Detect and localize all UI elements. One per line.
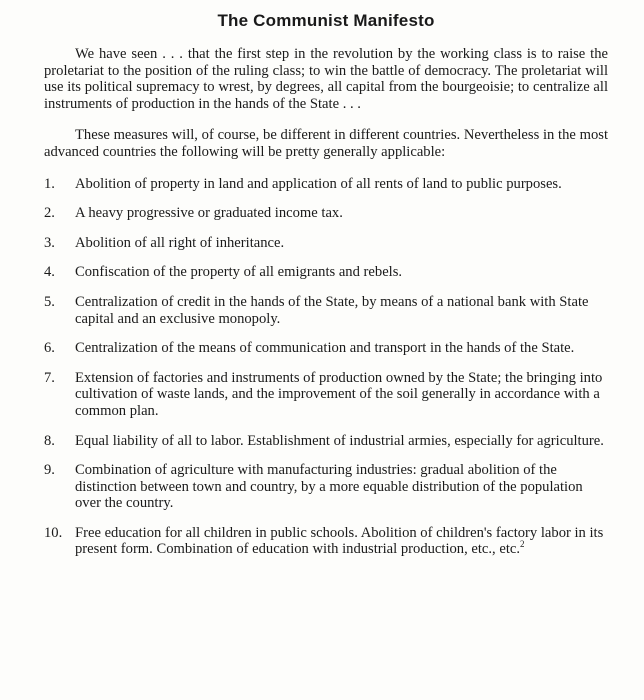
- list-item: [44, 176, 608, 193]
- list-item-text: Confiscation of the property of all emigrants and rebels.: [75, 264, 403, 281]
- list-item: [44, 525, 608, 558]
- list-item: [44, 235, 608, 252]
- list-item-text: Abolition of property in land and application of all rents of land to public purposes.: [75, 175, 562, 192]
- list-item-number: 6.: [44, 340, 55, 357]
- list-item: [44, 340, 608, 357]
- list-item: [44, 294, 608, 327]
- list-item-number: 8.: [44, 432, 55, 449]
- list-item-text-with-footnote: [75, 525, 608, 558]
- list-item: [44, 264, 608, 281]
- list-item-number: 4.: [44, 264, 55, 281]
- intro-paragraph: We have seen . . . that the first step in the revolution by the working class is to raise the proletariat to the position of the ruling class; to win the battle of democracy. The proletariat will use its political supremacy to wrest, by degrees, all capital from the bourgeoisie; to centralize all instruments of production in the hands of the State . . .: [44, 46, 608, 112]
- list-item-number: 7.: [44, 369, 55, 386]
- list-item-text: Combination of agriculture with manufacturing industries: gradual abolition of the distinction between town and country, by a more equable distribution of the population over the country.: [75, 462, 583, 512]
- list-item-number: 9.: [44, 462, 55, 479]
- list-item-text: Extension of factories and instruments of production owned by the State; the bringing into cultivation of waste lands, and the improvement of the soil generally in accordance with a common plan.: [75, 369, 603, 419]
- document-title: The Communist Manifesto: [217, 11, 435, 30]
- list-item-number: 3.: [44, 234, 55, 251]
- list-item-text: A heavy progressive or graduated income tax.: [75, 205, 343, 222]
- measures-list: [44, 176, 608, 559]
- list-item-number: 1.: [44, 175, 55, 192]
- footnote-marker: 2: [520, 539, 525, 550]
- list-item-number: 10.: [44, 524, 63, 541]
- list-item: [44, 370, 608, 420]
- list-item-text: Free education for all children in public schools. Abolition of children's factory labor in its present form. Combination of education with industrial production, etc., etc.: [75, 524, 604, 558]
- list-item-number: 5.: [44, 293, 55, 310]
- list-item: [44, 205, 608, 222]
- list-item-number: 2.: [44, 205, 55, 222]
- list-item: [44, 433, 608, 450]
- list-item-text: Abolition of all right of inheritance.: [75, 234, 285, 251]
- list-item-text: Centralization of credit in the hands of the State, by means of a national bank with State capital and an exclusive monopoly.: [75, 293, 589, 327]
- list-item-text: Equal liability of all to labor. Establishment of industrial armies, especially for agriculture.: [75, 432, 604, 449]
- list-item: [44, 462, 608, 512]
- list-item-text: Centralization of the means of communication and transport in the hands of the State.: [75, 340, 575, 357]
- measures-paragraph: These measures will, of course, be different in different countries. Nevertheless in the most advanced countries the following will be pretty generally applicable:: [44, 127, 608, 160]
